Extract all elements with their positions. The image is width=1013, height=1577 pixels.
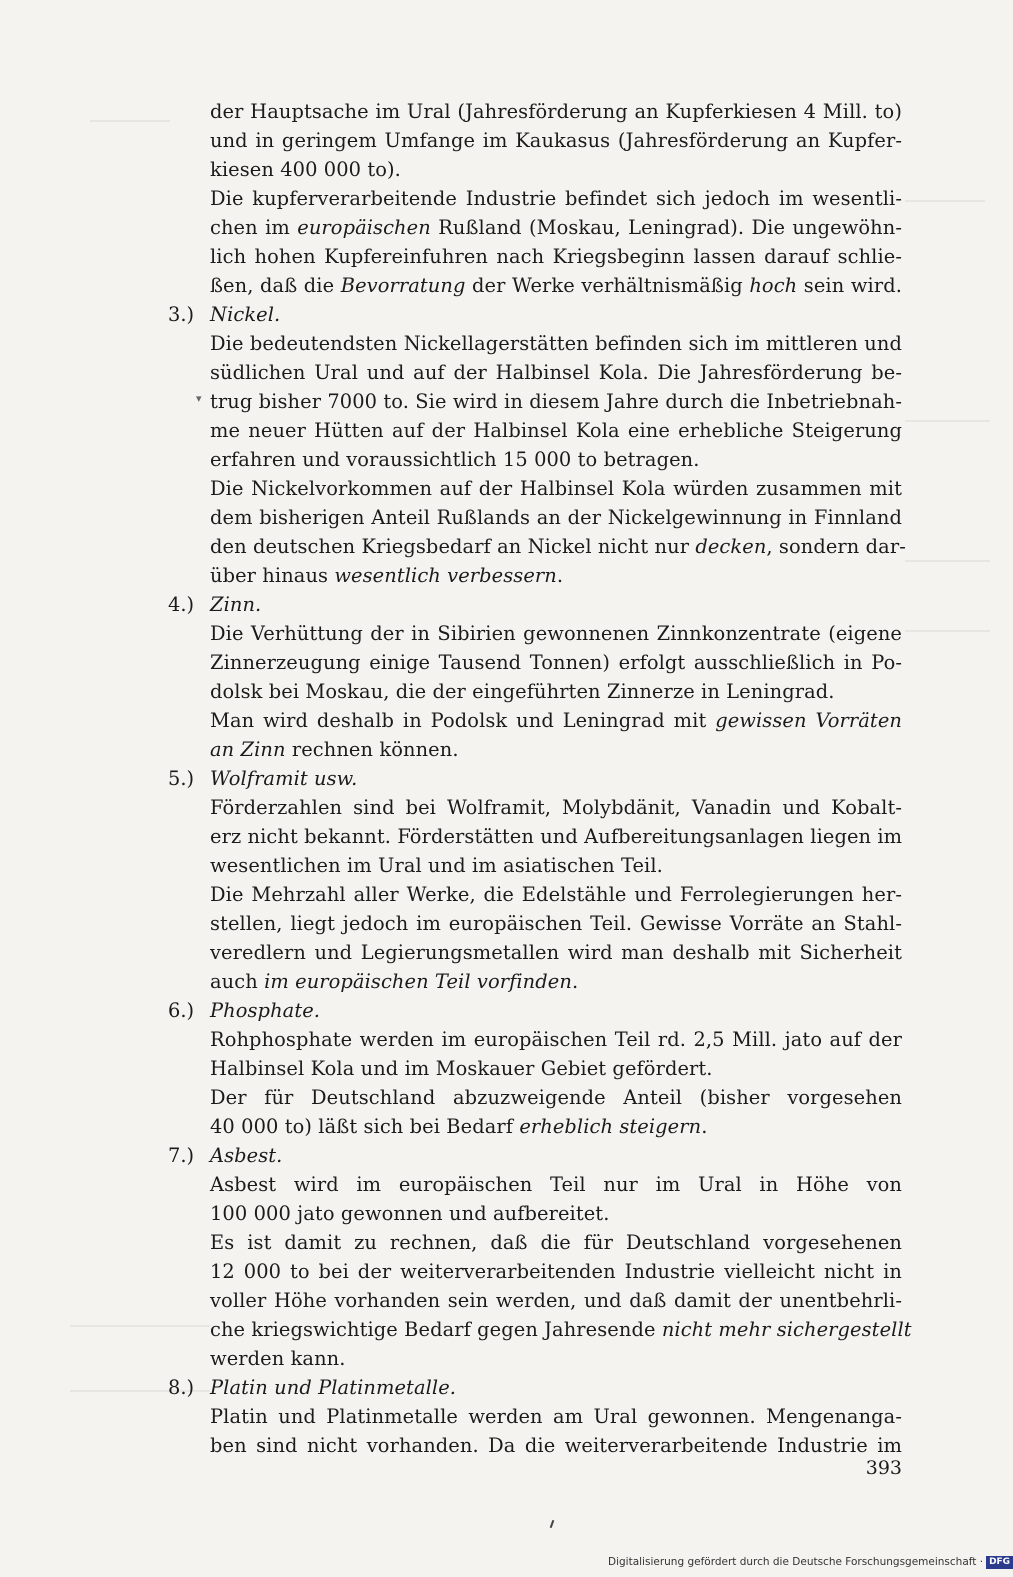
text-line: erfahren und voraussichtlich 15 000 to betragen. bbox=[210, 448, 700, 471]
text-line: Zinnerzeugung einige Tausend Tonnen) erfolgt ausschließlich in Po- bbox=[210, 651, 902, 674]
text-line: und in geringem Umfange im Kaukasus (Jahresförderung an Kupfer- bbox=[210, 129, 902, 152]
text-line: Die Nickelvorkommen auf der Halbinsel Kola würden zusammen mit bbox=[210, 477, 902, 500]
section-heading: Platin und Platinmetalle. bbox=[210, 1376, 457, 1399]
scan-speck bbox=[550, 1520, 555, 1528]
section-heading: Wolframit usw. bbox=[210, 767, 358, 790]
section-heading: Nickel. bbox=[210, 303, 281, 326]
text-line: wesentlichen im Ural und im asiatischen Teil. bbox=[210, 854, 663, 877]
text-line: dolsk bei Moskau, die der eingeführten Zinnerze in Leningrad. bbox=[210, 680, 835, 703]
text-line: 12 000 to bei der weiterverarbeitenden Industrie vielleicht nicht in bbox=[210, 1260, 902, 1283]
text-line: Die kupferverarbeitende Industrie befindet sich jedoch im wesentli- bbox=[210, 187, 902, 210]
section-number: 6.) bbox=[168, 999, 195, 1022]
text-line: veredlern und Legierungsmetallen wird man deshalb mit Sicherheit bbox=[210, 941, 902, 964]
text-line: lich hohen Kupfereinfuhren nach Kriegsbeginn lassen darauf schlie- bbox=[210, 245, 902, 268]
text-line: Asbest wird im europäischen Teil nur im Ural in Höhe von bbox=[210, 1173, 902, 1196]
text-line: Platin und Platinmetalle werden am Ural gewonnen. Mengenanga- bbox=[210, 1405, 902, 1428]
footer-text: Digitalisierung gefördert durch die Deutsche Forschungsgemeinschaft · bbox=[608, 1556, 984, 1568]
text-line: auch im europäischen Teil vorfinden. bbox=[210, 970, 579, 993]
text-line: über hinaus wesentlich verbessern. bbox=[210, 564, 564, 587]
section-number: 5.) bbox=[168, 767, 195, 790]
section-number: 3.) bbox=[168, 303, 195, 326]
text-line: kiesen 400 000 to). bbox=[210, 158, 401, 181]
section-number: 4.) bbox=[168, 593, 195, 616]
section-number: 7.) bbox=[168, 1144, 195, 1167]
text-line: an Zinn rechnen können. bbox=[210, 738, 459, 761]
text-line: stellen, liegt jedoch im europäischen Teil. Gewisse Vorräte an Stahl- bbox=[210, 912, 902, 935]
dfg-logo-icon: DFG bbox=[986, 1556, 1013, 1569]
text-line: ßen, daß die Bevorratung der Werke verhältnismäßig hoch sein wird. bbox=[210, 274, 902, 297]
text-line: südlichen Ural und auf der Halbinsel Kola. Die Jahresförderung be- bbox=[210, 361, 902, 384]
text-line: chen im europäischen Rußland (Moskau, Leningrad). Die ungewöhn- bbox=[210, 216, 903, 239]
text-line: voller Höhe vorhanden sein werden, und daß damit der unentbehrli- bbox=[210, 1289, 902, 1312]
digitization-footer bbox=[608, 1552, 1011, 1572]
text-line: Man wird deshalb in Podolsk und Leningrad mit gewissen Vorräten bbox=[210, 709, 902, 732]
text-line: Die Verhüttung der in Sibirien gewonnenen Zinnkonzentrate (eigene bbox=[210, 622, 902, 645]
text-line: werden kann. bbox=[210, 1347, 346, 1370]
margin-tick-mark: ▾ bbox=[196, 392, 202, 405]
text-line: che kriegswichtige Bedarf gegen Jahresende nicht mehr sichergestellt bbox=[210, 1318, 912, 1341]
text-line: 40 000 to) läßt sich bei Bedarf erheblich steigern. bbox=[210, 1115, 708, 1138]
text-line: me neuer Hütten auf der Halbinsel Kola eine erhebliche Steigerung bbox=[210, 419, 902, 442]
text-line: Rohphosphate werden im europäischen Teil rd. 2,5 Mill. jato auf der bbox=[210, 1028, 902, 1051]
text-line: ben sind nicht vorhanden. Da die weiterverarbeitende Industrie im bbox=[210, 1434, 902, 1457]
section-heading: Asbest. bbox=[210, 1144, 283, 1167]
section-heading: Zinn. bbox=[210, 593, 262, 616]
text-line: 100 000 jato gewonnen und aufbereitet. bbox=[210, 1202, 610, 1225]
text-line: Es ist damit zu rechnen, daß die für Deutschland vorgesehenen bbox=[210, 1231, 902, 1254]
text-line: erz nicht bekannt. Förderstätten und Aufbereitungsanlagen liegen im bbox=[210, 825, 903, 848]
text-line: dem bisherigen Anteil Rußlands an der Nickelgewinnung in Finnland bbox=[210, 506, 902, 529]
text-line: Die bedeutendsten Nickellagerstätten befinden sich im mittleren und bbox=[210, 332, 902, 355]
text-line: den deutschen Kriegsbedarf an Nickel nicht nur decken, sondern dar- bbox=[210, 535, 906, 558]
page-number: 393 bbox=[865, 1457, 902, 1479]
text-line: Die Mehrzahl aller Werke, die Edelstähle und Ferrolegierungen her- bbox=[210, 883, 902, 906]
text-line: trug bisher 7000 to. Sie wird in diesem Jahre durch die Inbetriebnah- bbox=[210, 390, 902, 413]
text-line: Förderzahlen sind bei Wolframit, Molybdänit, Vanadin und Kobalt- bbox=[210, 796, 902, 819]
section-heading: Phosphate. bbox=[210, 999, 321, 1022]
section-number: 8.) bbox=[168, 1376, 195, 1399]
text-line: der Hauptsache im Ural (Jahresförderung an Kupferkiesen 4 Mill. to) bbox=[210, 100, 902, 123]
text-line: Der für Deutschland abzuzweigende Anteil (bisher vorgesehen bbox=[210, 1086, 902, 1109]
text-line: Halbinsel Kola und im Moskauer Gebiet gefördert. bbox=[210, 1057, 713, 1080]
